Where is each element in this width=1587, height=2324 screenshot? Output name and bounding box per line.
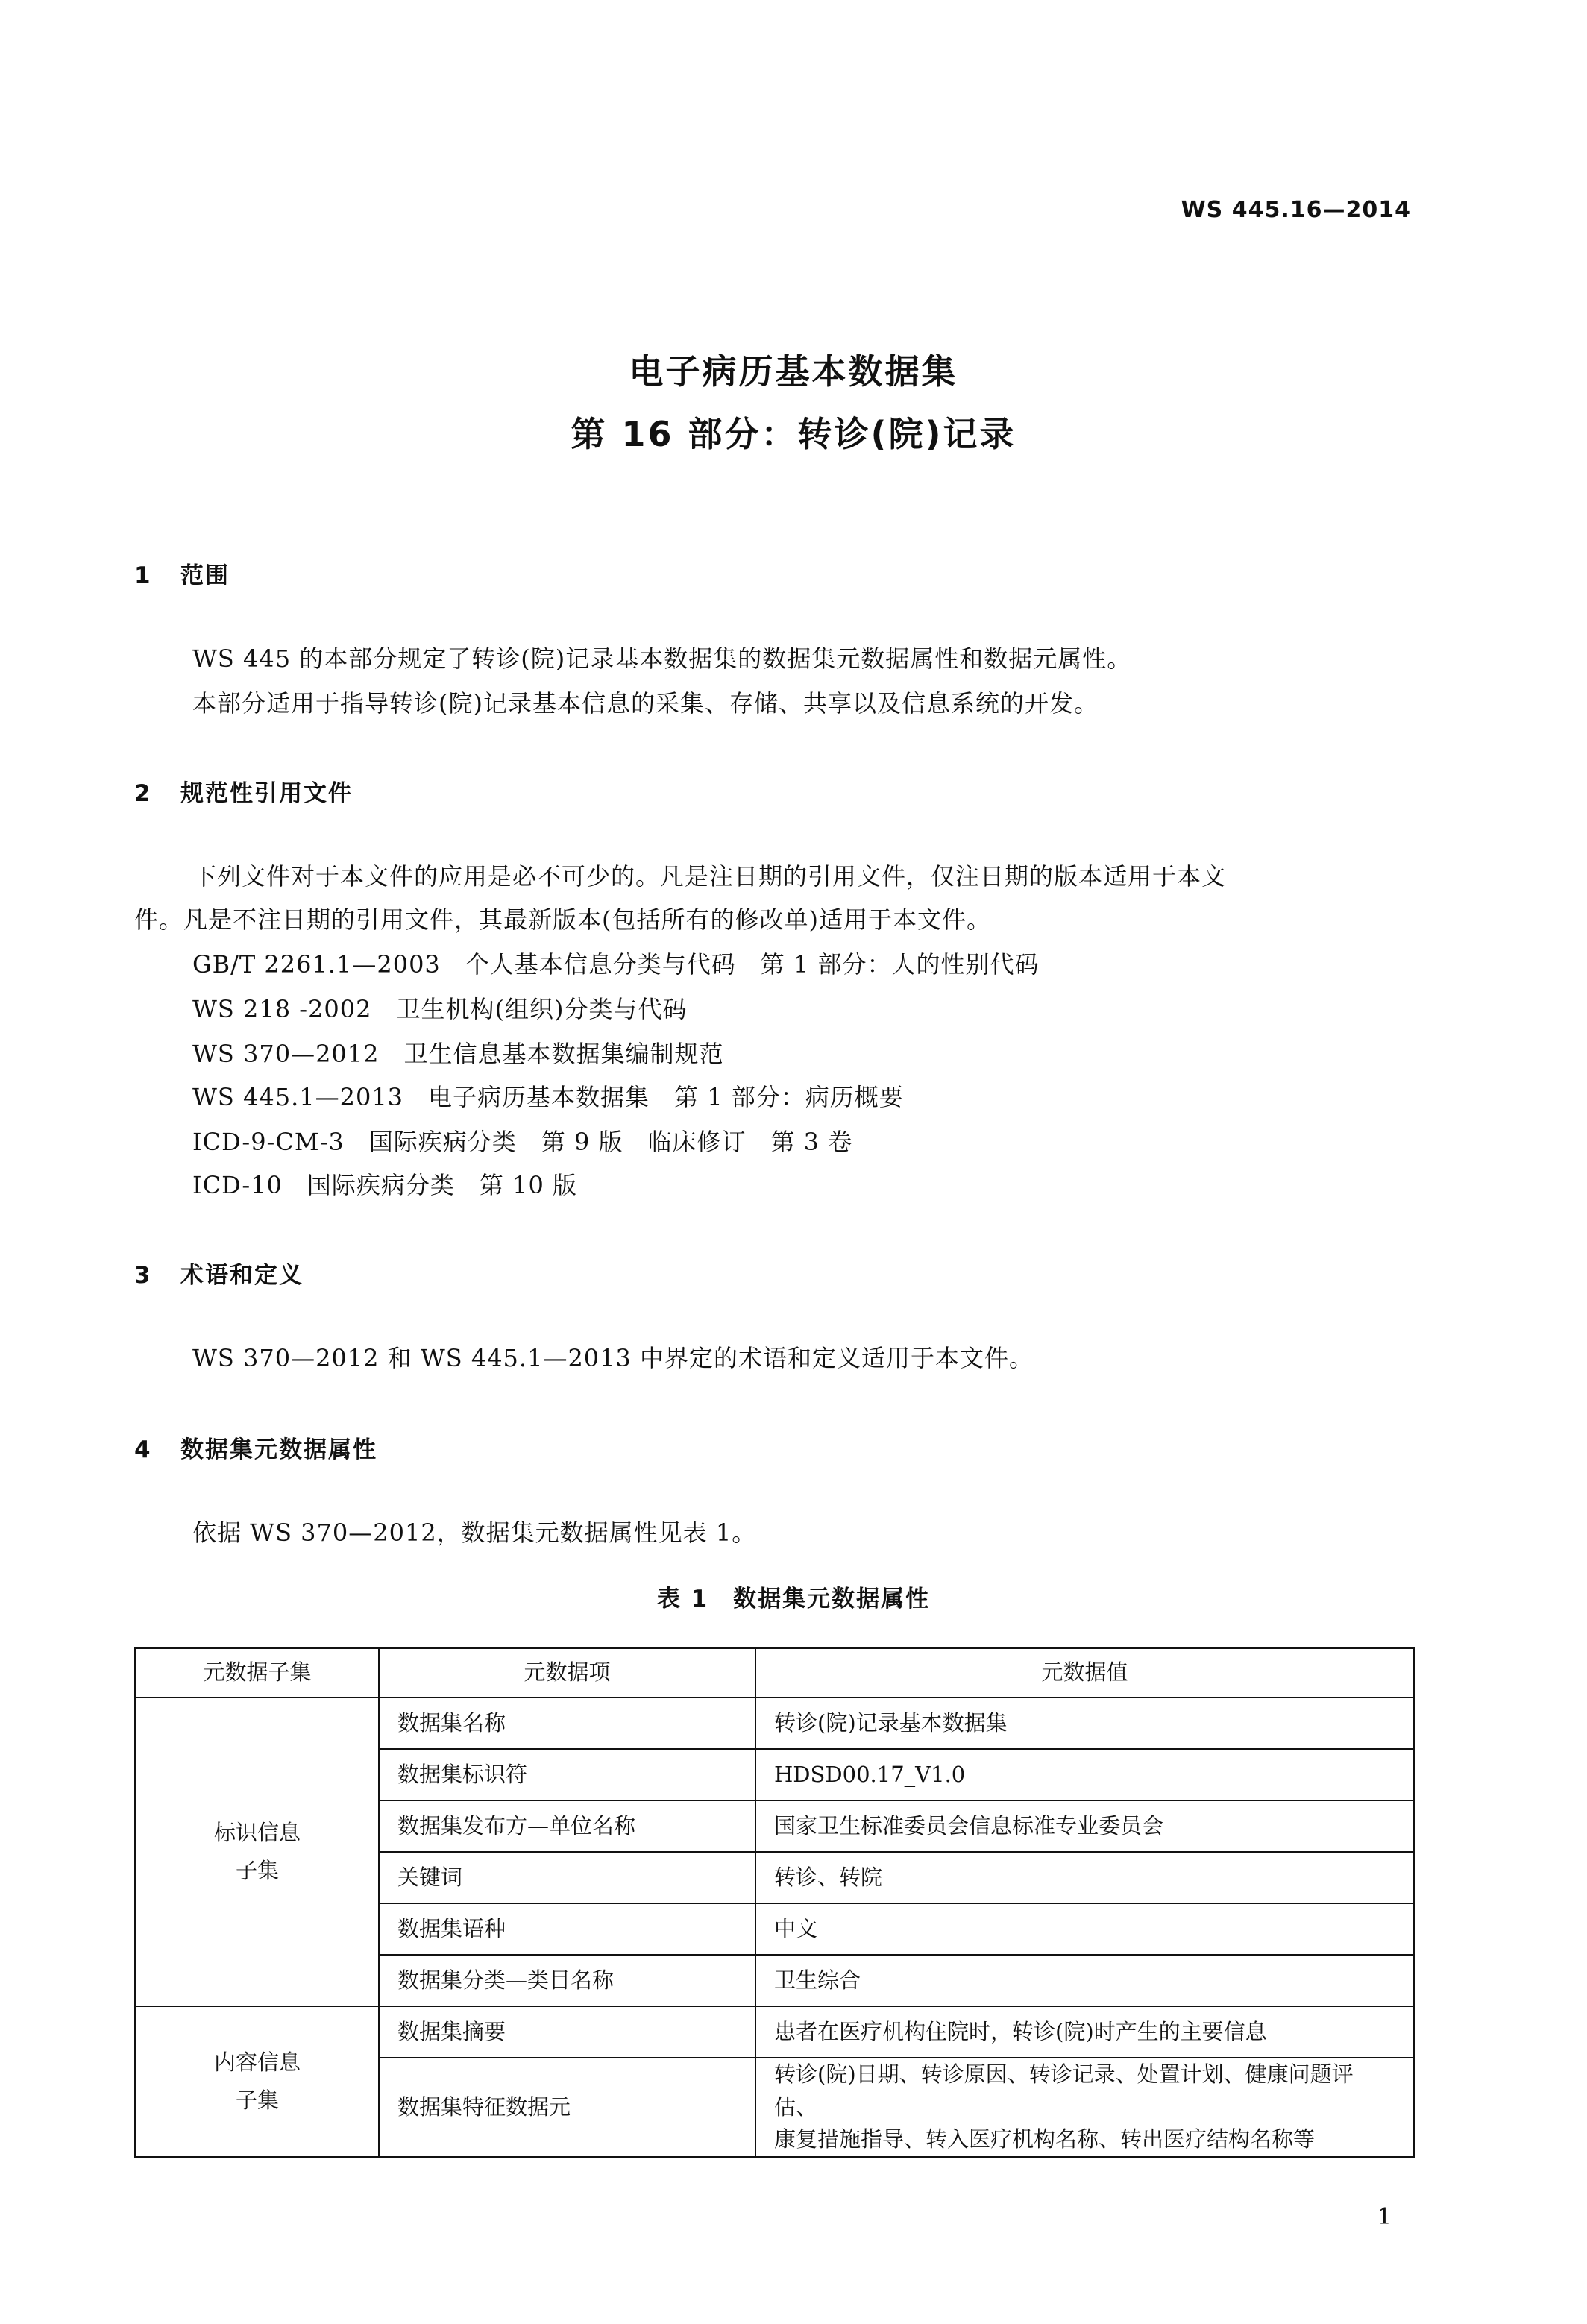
metadata-value: 患者在医疗机构住院时，转诊(院)时产生的主要信息: [755, 2006, 1415, 2058]
section-heading-terms: [134, 1256, 304, 1290]
metadata-item: 数据集语种: [379, 1903, 755, 1955]
table-row: [136, 2006, 1415, 2058]
section-number: 1: [134, 562, 152, 589]
table-header-cell: 元数据值: [755, 1648, 1415, 1698]
metadata-table: [134, 1647, 1415, 2158]
metadata-value: 转诊、转院: [755, 1852, 1415, 1903]
section-number: 4: [134, 1436, 152, 1463]
paragraph: 依据 WS 370—2012，数据集元数据属性见表 1。: [192, 1519, 757, 1547]
metadata-item: 数据集分类—类目名称: [379, 1955, 755, 2006]
reference-item: ICD-9-CM-3 国际疾病分类 第 9 版 临床修订 第 3 卷: [192, 1128, 853, 1156]
metadata-item: 数据集名称: [379, 1698, 755, 1749]
section-number: 3: [134, 1262, 152, 1289]
section-title: 术语和定义: [180, 1262, 304, 1289]
metadata-value-line: 转诊(院)日期、转诊原因、转诊记录、处置计划、健康问题评估、: [774, 2061, 1354, 2120]
section-heading-scope: [134, 556, 230, 590]
paragraph: 下列文件对于本文件的应用是必不可少的。凡是注日期的引用文件，仅注日期的版本适用于本文: [192, 862, 1227, 891]
table-row: [136, 1698, 1415, 1749]
paragraph: WS 445 的本部分规定了转诊(院)记录基本数据集的数据集元数据属性和数据元属性。: [192, 644, 1132, 673]
paragraph: WS 370—2012 和 WS 445.1—2013 中界定的术语和定义适用于本文件。: [192, 1344, 1034, 1372]
section-title: 规范性引用文件: [180, 780, 353, 807]
document-subtitle: 第 16 部分：转诊(院)记录: [571, 414, 1016, 454]
metadata-value: 转诊(院)记录基本数据集: [755, 1698, 1415, 1749]
table-header-row: [136, 1648, 1415, 1698]
document-title: 电子病历基本数据集: [629, 351, 958, 392]
subset-name: 标识信息: [213, 1820, 301, 1846]
reference-item: GB/T 2261.1—2003 个人基本信息分类与代码 第 1 部分：人的性别代码: [192, 950, 1040, 979]
subset-content: [136, 2006, 380, 2157]
reference-item: WS 370—2012 卫生信息基本数据集编制规范: [192, 1040, 724, 1068]
table-caption: 表 1 数据集元数据属性: [656, 1586, 931, 1612]
metadata-item: 关键词: [379, 1852, 755, 1903]
reference-item: WS 445.1—2013 电子病历基本数据集 第 1 部分：病历概要: [192, 1083, 904, 1111]
subset-name-suffix: 子集: [235, 1858, 279, 1883]
subset-name: 内容信息: [213, 2050, 301, 2075]
metadata-value: 中文: [755, 1903, 1415, 1955]
section-number: 2: [134, 780, 152, 807]
metadata-item: 数据集摘要: [379, 2006, 755, 2058]
section-title: 数据集元数据属性: [180, 1436, 377, 1463]
section-heading-metadata: [134, 1430, 377, 1464]
subset-identification: [136, 1698, 380, 2006]
table-header-cell: 元数据项: [379, 1648, 755, 1698]
reference-item: WS 218 -2002 卫生机构(组织)分类与代码: [192, 995, 688, 1023]
paragraph-continuation: 件。凡是不注日期的引用文件，其最新版本(包括所有的修改单)适用于本文件。: [134, 905, 991, 934]
standard-number: WS 445.16—2014: [1181, 197, 1411, 223]
page-number: 1: [1377, 2204, 1392, 2230]
metadata-value: HDSD00.17_V1.0: [755, 1749, 1415, 1800]
metadata-value: 国家卫生标准委员会信息标准专业委员会: [755, 1800, 1415, 1852]
metadata-item: 数据集特征数据元: [379, 2058, 755, 2157]
metadata-item: 数据集发布方—单位名称: [379, 1800, 755, 1852]
metadata-value-line: 康复措施指导、转入医疗机构名称、转出医疗结构名称等: [774, 2126, 1316, 2152]
section-heading-normative-references: [134, 774, 353, 808]
section-title: 范围: [180, 562, 230, 589]
metadata-value: 卫生综合: [755, 1955, 1415, 2006]
table-header-cell: 元数据子集: [136, 1648, 380, 1698]
metadata-item: 数据集标识符: [379, 1749, 755, 1800]
paragraph: 本部分适用于指导转诊(院)记录基本信息的采集、存储、共享以及信息系统的开发。: [192, 689, 1099, 717]
reference-item: ICD-10 国际疾病分类 第 10 版: [192, 1171, 577, 1199]
subset-name-suffix: 子集: [235, 2087, 279, 2113]
metadata-value: [755, 2058, 1415, 2157]
